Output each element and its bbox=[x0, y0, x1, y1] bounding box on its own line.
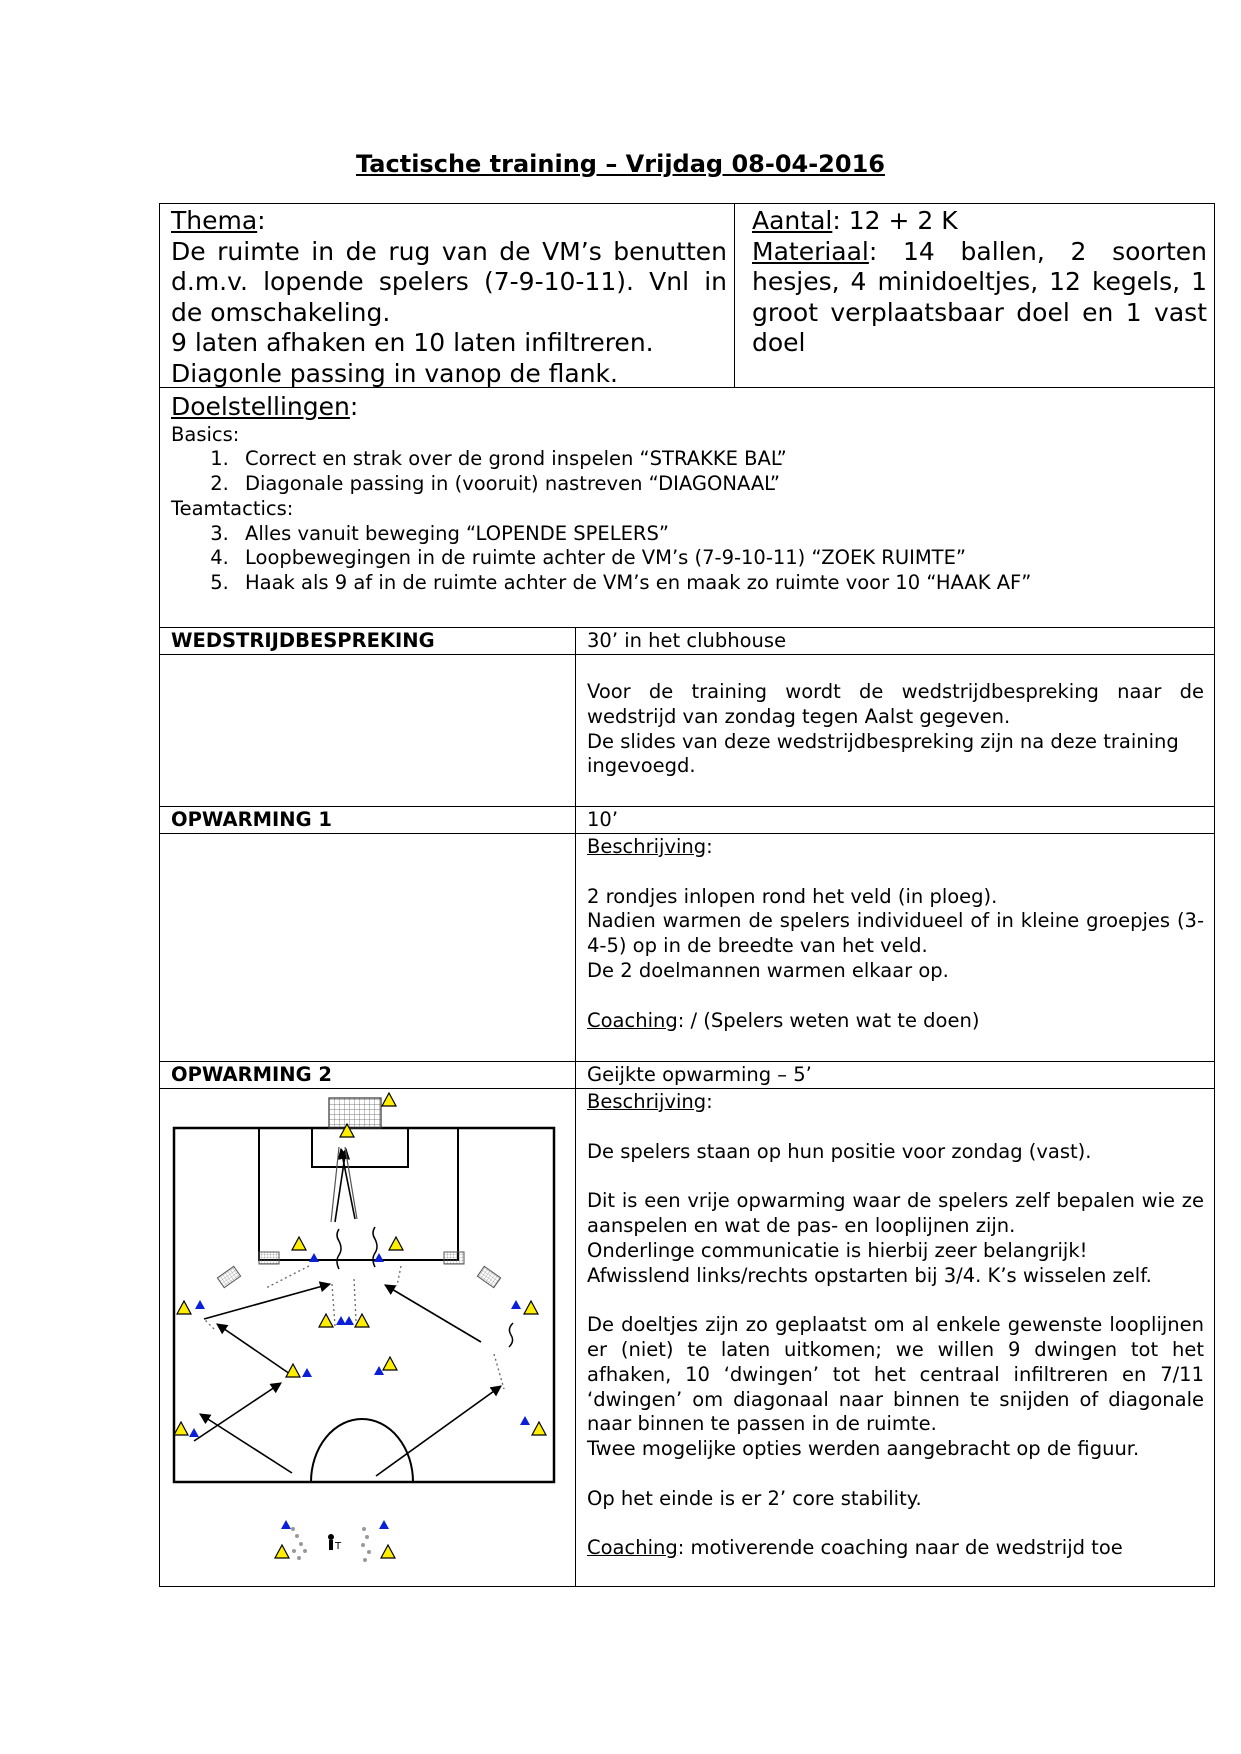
list-item: 3. Alles vanuit beweging “LOPENDE SPELERS” bbox=[235, 522, 1201, 547]
aantal-label: Aantal bbox=[752, 206, 833, 235]
opwarming2-paragraph: Twee mogelijke opties werden aangebracht op de figuur. bbox=[587, 1437, 1140, 1461]
pass-arrows bbox=[194, 1149, 501, 1476]
penalty-box bbox=[259, 1128, 458, 1260]
table-divider bbox=[159, 833, 1215, 834]
aantal-materiaal-cell bbox=[752, 206, 1207, 359]
opwarming1-line: 2 rondjes inlopen rond het veld (in ploeg). bbox=[587, 884, 998, 908]
table-divider-vertical bbox=[734, 203, 735, 387]
basics-label: Basics: bbox=[171, 422, 240, 446]
opwarming1-line: De 2 doelmannen warmen elkaar op. bbox=[587, 958, 949, 982]
goal-box bbox=[312, 1128, 408, 1167]
opwarming2-time: Geijkte opwarming – 5’ bbox=[587, 1063, 812, 1086]
opwarming2-paragraph: Onderlinge communicatie is hierbij zeer belangrijk! bbox=[587, 1238, 1088, 1262]
coaching-label: Coaching bbox=[587, 1536, 678, 1560]
opwarming1-text: Beschrijving: 2 rondjes inlopen rond het veld (in ploeg). Nadien warmen de spelers individueel of in kleine groepjes (3-4-5) op in de breedte van het veld. De 2 doelmannen warmen elkaar op. Coaching: / (Spelers weten wat te doen) bbox=[587, 835, 1204, 1032]
table-divider-vertical bbox=[575, 627, 576, 1586]
table-divider bbox=[159, 654, 1215, 655]
thema-cell: Thema: De ruimte in de rug van de VM’s benutten d.m.v. lopende spelers (7-9-10-11). Vnl in de omschakeling. 9 laten afhaken en 10 laten infiltreren. Diagonle passing in vanop de flank. bbox=[171, 206, 727, 388]
field-diagram bbox=[159, 1089, 575, 1585]
thema-line: Diagonle passing in vanop de flank. bbox=[171, 358, 618, 388]
materiaal-label: Materiaal bbox=[752, 236, 869, 266]
opwarming2-paragraph: Afwisslend links/rechts opstarten bij 3/4. K’s wisselen zelf. bbox=[587, 1263, 1152, 1287]
thema-line: De ruimte in de rug van de VM’s benutten d.m.v. lopende spelers (7-9-10-11). Vnl in de omschakeling. bbox=[171, 236, 727, 327]
minigoal-icon bbox=[259, 1252, 279, 1264]
centre-arc bbox=[311, 1419, 413, 1482]
wedstrijd-label: WEDSTRIJDBESPREKING bbox=[171, 629, 435, 652]
wedstrijd-paragraph: De slides van deze wedstrijdbespreking zijn na deze training ingevoegd. bbox=[587, 729, 1179, 778]
list-item: 5. Haak als 9 af in de ruimte achter de VM’s en maak zo ruimte voor 10 “HAAK AF” bbox=[235, 571, 1201, 596]
thema-label: Thema bbox=[171, 206, 258, 235]
opwarming2-paragraph: De doeltjes zijn zo geplaatst om al enkele gewenste looplijnen er (niet) te laten uitkomen; we willen 9 dwingen tot het afhaken, 10 ‘dwingen’ tot het centraal infiltreren en 7/11 ‘dwingen’ om diagonaal naar binnen te snijden of diagonale naar binnen te passen in de ruimte. bbox=[587, 1313, 1204, 1436]
coaching-label: Coaching bbox=[587, 1008, 678, 1032]
table-border-right bbox=[1214, 203, 1215, 1587]
trainer-icon bbox=[328, 1534, 342, 1552]
page-title: Tactische training – Vrijdag 08-04-2016 bbox=[356, 150, 885, 178]
minigoal-icon bbox=[444, 1252, 464, 1264]
minigoal-icon bbox=[217, 1266, 240, 1287]
materiaal-value: : 14 ballen, 2 soorten hesjes, 4 minidoeltjes, 12 kegels, 1 groot verplaatsbaar doel en 1 vast doel bbox=[752, 236, 1207, 357]
run-lines bbox=[204, 1266, 504, 1389]
list-item: 1. Correct en strak over de grond inspelen “STRAKKE BAL” bbox=[235, 447, 1201, 472]
doelstellingen-cell: Doelstellingen: Basics: 1. Correct en strak over de grond inspelen “STRAKKE BAL” 2. Diagonale passing in (vooruit) nastreven “DIAGONAAL” Teamtactics: 3. Alles vanuit beweging “LOPENDE SPELERS” 4. Loopbewegingen in de ruimte achter de VM’s (7-9-10-11) “ZOEK RUIMTE” 5. Haak als 9 af in de ruimte achter de VM’s en maak zo ruimte voor 10 “HAAK AF” bbox=[171, 392, 1201, 596]
opwarming2-paragraph: De spelers staan op hun positie voor zondag (vast). bbox=[587, 1139, 1092, 1163]
opwarming2-text: Beschrijving: De spelers staan op hun positie voor zondag (vast). Dit is een vrije opwarming waar de spelers zelf bepalen wie ze aanspelen en wat de pas- en looplijnen zijn. Onderlinge communicatie is hierbij zeer belangrijk! Afwisslend links/rechts opstarten bij 3/4. K’s wisselen zelf. De doeltjes zijn zo geplaatst om al enkele gewenste looplijnen er (niet) te laten uitkomen; we willen 9 dwingen tot het afhaken, 10 ‘dwingen’ tot het centraal infiltreren en 7/11 ‘dwingen’ om diagonaal naar binnen te snijden of diagonale naar binnen te passen in de ruimte. Twee mogelijke opties werden aangebracht op de figuur. Op het einde is er 2’ core stability. Coaching: motiverende coaching naar de wedstrijd toe bbox=[587, 1090, 1204, 1560]
thema-line: 9 laten afhaken en 10 laten infiltreren. bbox=[171, 328, 654, 357]
table-divider bbox=[159, 1061, 1215, 1062]
table-border-bottom bbox=[159, 1586, 1215, 1587]
aantal-value: : 12 + 2 K bbox=[832, 206, 958, 235]
coaching-text: : / (Spelers weten wat te doen) bbox=[677, 1008, 980, 1032]
dribble-lines bbox=[337, 1227, 513, 1347]
goal-icon bbox=[329, 1098, 381, 1128]
cone-icon bbox=[174, 1093, 546, 1558]
basics-list bbox=[171, 447, 1201, 497]
teamtactics-list bbox=[171, 522, 1201, 596]
table-border-top bbox=[159, 203, 1215, 204]
teamtactics-label: Teamtactics: bbox=[171, 496, 294, 520]
beschrijving-label: Beschrijving bbox=[587, 1090, 707, 1113]
opwarming2-label: OPWARMING 2 bbox=[171, 1063, 332, 1086]
svg-text:T: T bbox=[335, 1541, 342, 1552]
field-outline bbox=[174, 1128, 554, 1482]
opwarming2-paragraph: Op het einde is er 2’ core stability. bbox=[587, 1486, 922, 1510]
list-item: 2. Diagonale passing in (vooruit) nastreven “DIAGONAAL” bbox=[235, 472, 1201, 497]
wedstrijd-paragraph: Voor de training wordt de wedstrijdbespreking naar de wedstrijd van zondag tegen Aalst gegeven. bbox=[587, 680, 1204, 728]
coaching-text: : motiverende coaching naar de wedstrijd toe bbox=[677, 1536, 1123, 1560]
table-divider bbox=[159, 806, 1215, 807]
list-item: 4. Loopbewegingen in de ruimte achter de VM’s (7-9-10-11) “ZOEK RUIMTE” bbox=[235, 546, 1201, 571]
training-table bbox=[159, 203, 1215, 1587]
wedstrijd-text bbox=[587, 680, 1204, 779]
doelstellingen-label: Doelstellingen bbox=[171, 392, 350, 421]
wedstrijd-time: 30’ in het clubhouse bbox=[587, 629, 787, 652]
opwarming1-time: 10’ bbox=[587, 808, 619, 831]
opwarming2-paragraph: Dit is een vrije opwarming waar de spelers zelf bepalen wie ze aanspelen en wat de pas- en looplijnen zijn. bbox=[587, 1189, 1204, 1237]
table-divider bbox=[159, 627, 1215, 628]
minigoal-icon bbox=[477, 1266, 500, 1287]
opwarming1-label: OPWARMING 1 bbox=[171, 808, 332, 831]
beschrijving-label: Beschrijving bbox=[587, 835, 707, 858]
opwarming1-line: Nadien warmen de spelers individueel of in kleine groepjes (3-4-5) op in de breedte van het veld. bbox=[587, 909, 1204, 958]
player-markers bbox=[189, 1253, 530, 1529]
